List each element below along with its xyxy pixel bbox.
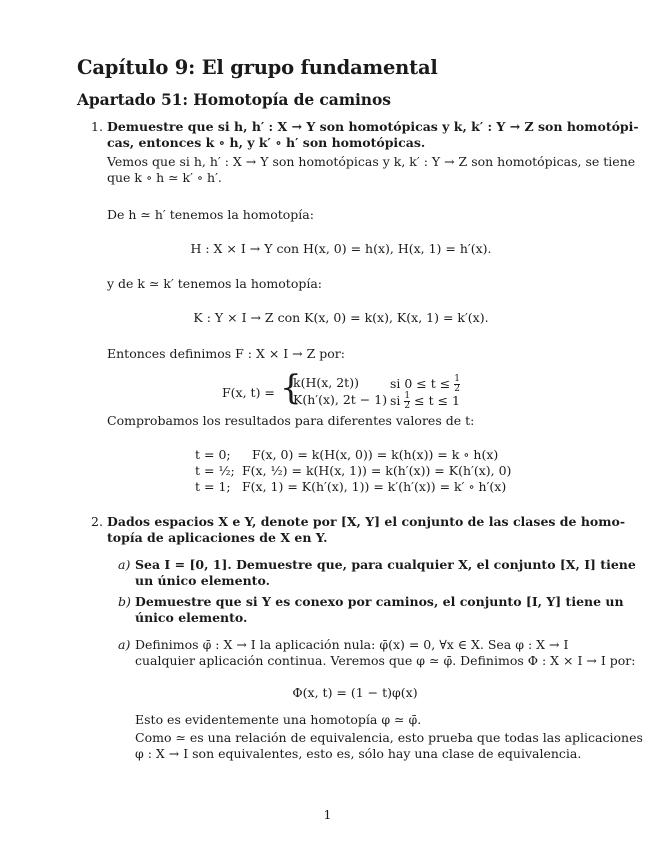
exercise-2-number: 2. xyxy=(91,514,103,529)
Phi-equation: Φ(x, t) = (1 − t)φ(x) xyxy=(292,685,418,700)
half-fraction-numerator: 1 xyxy=(404,391,411,401)
F-case-1-expression: k(H(x, 2t)) xyxy=(293,375,359,390)
exercise-2-part-b-line-2: único elemento. xyxy=(135,610,248,625)
solution-a-line-1: Definimos φ̄ : X → I la aplicación nula: φ̄(x) = 0, ∀x ∈ X. Sea φ : X → I xyxy=(135,637,569,652)
row-thalf-label: t = ½; xyxy=(195,463,235,478)
F-case-2-expression: K(h′(x), 2t − 1) xyxy=(293,392,388,407)
homotopy-k-equation: K : Y × I → Z con K(x, 0) = k(x), K(x, 1) = k′(x). xyxy=(193,310,489,325)
half-fraction xyxy=(404,392,410,411)
row-t1-equation: F(x, 1) = K(h′(x), 1)) = k′(h′(x)) = k′ ∘ h′(x) xyxy=(242,479,507,494)
row-t1-label: t = 1; xyxy=(195,479,231,494)
half-fraction-denominator: 2 xyxy=(454,384,460,394)
solution-a-label: a) xyxy=(118,637,131,652)
exercise-2-part-a-line-1: Sea I = [0, 1]. Demuestre que, para cualquier X, el conjunto [X, I] tiene xyxy=(135,557,636,572)
solution-a-relation-line-2: φ : X → I son equivalentes, esto es, sólo hay una clase de equivalencia. xyxy=(135,746,582,761)
F-case-2-condition xyxy=(390,392,460,411)
F-definition-lhs: F(x, t) = xyxy=(222,385,275,400)
F-case-2-condition-suffix: ≤ t ≤ 1 xyxy=(414,393,460,408)
row-thalf-equation: F(x, ½) = k(H(x, 1)) = k(h′(x)) = K(h′(x), 0) xyxy=(242,463,512,478)
exercise-2-part-b-label: b) xyxy=(118,594,131,609)
check-values-text: Comprobamos los resultados para diferentes valores de t: xyxy=(107,413,475,428)
exercise-1-intro-line-1: Vemos que si h, h′ : X → Y son homotópicas y k, k′ : Y → Z son homotópicas, se tiene xyxy=(107,154,636,169)
F-case-1-condition-text: si 0 ≤ t ≤ xyxy=(390,376,451,391)
exercise-2-part-a-line-2: un único elemento. xyxy=(135,573,270,588)
solution-a-relation-line-1: Como ≃ es una relación de equivalencia, esto prueba que todas las aplicaciones xyxy=(135,730,643,745)
homotopy-k-intro: y de k ≃ k′ tenemos la homotopía: xyxy=(107,276,323,291)
row-t0-label: t = 0; xyxy=(195,447,231,462)
F-case-2-condition-prefix: si xyxy=(390,393,401,408)
exercise-1-statement-line-2: cas, entonces k ∘ h, y k′ ∘ h′ son homotópicas. xyxy=(107,135,426,150)
row-t0-equation: F(x, 0) = k(H(x, 0)) = k(h(x)) = k ∘ h(x) xyxy=(252,447,499,462)
homotopy-h-equation: H : X × I → Y con H(x, 0) = h(x), H(x, 1) = h′(x). xyxy=(190,241,492,256)
solution-a-conclusion: Esto es evidentemente una homotopía φ ≃ φ̄. xyxy=(135,712,422,727)
exercise-1-statement-line-1: Demuestre que si h, h′ : X → Y son homotópicas y k, k′ : Y → Z son homotópi- xyxy=(107,119,639,134)
page-number: 1 xyxy=(323,807,332,822)
exercise-2-part-b-line-1: Demuestre que si Y es conexo por caminos, el conjunto [I, Y] tiene un xyxy=(135,594,624,609)
chapter-title: Capítulo 9: El grupo fundamental xyxy=(77,56,438,79)
exercise-2-part-a-label: a) xyxy=(118,557,131,572)
exercise-1-number: 1. xyxy=(91,119,103,134)
exercise-1-intro-line-2: que k ∘ h ≃ k′ ∘ h′. xyxy=(107,170,222,185)
solution-a-line-2: cualquier aplicación continua. Veremos que φ ≃ φ̄. Definimos Φ : X × I → I por: xyxy=(135,653,636,668)
exercise-2-statement-line-2: topía de aplicaciones de X en Y. xyxy=(107,530,328,545)
half-fraction-denominator: 2 xyxy=(404,401,411,411)
section-title: Apartado 51: Homotopía de caminos xyxy=(77,90,391,109)
define-F-text: Entonces definimos F : X × I → Z por: xyxy=(107,346,345,361)
exercise-2-statement-line-1: Dados espacios X e Y, denote por [X, Y] el conjunto de las clases de homo- xyxy=(107,514,626,529)
half-fraction-numerator: 1 xyxy=(454,374,460,384)
left-brace: { xyxy=(280,368,302,408)
homotopy-h-intro: De h ≃ h′ tenemos la homotopía: xyxy=(107,207,314,222)
